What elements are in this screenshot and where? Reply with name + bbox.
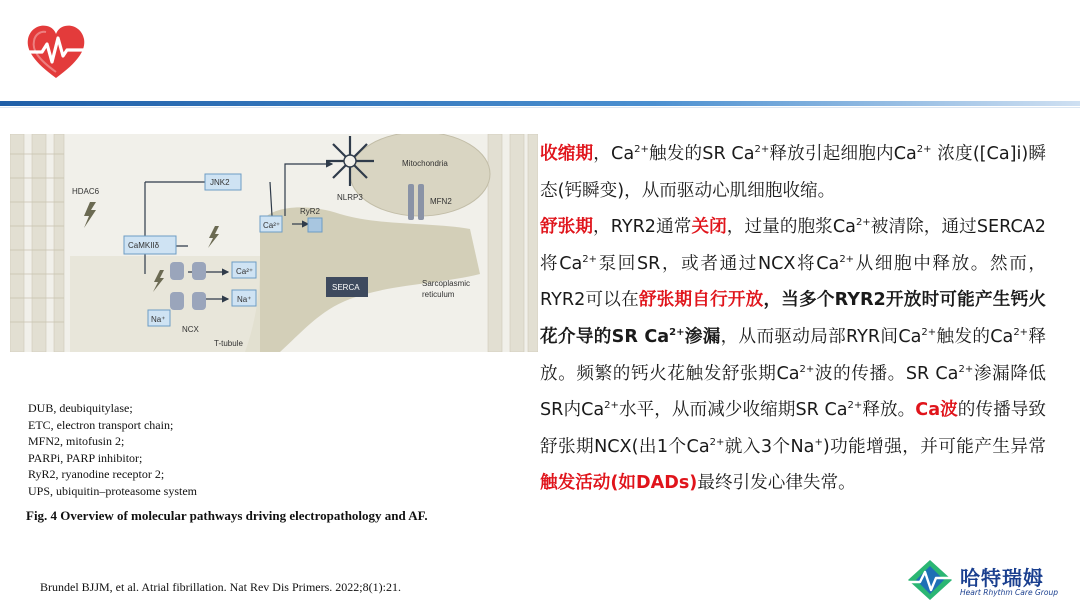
legend-item: MFN2, mitofusin 2; xyxy=(28,434,125,449)
label-ncx: NCX xyxy=(182,325,199,334)
brand-name: 哈特瑞姆 xyxy=(960,566,1044,590)
brand-subtitle: Heart Rhythm Care Group xyxy=(960,588,1058,597)
abbreviation-legend xyxy=(28,400,518,500)
body-text xyxy=(540,136,1046,502)
label-ca-ryr: Ca²⁺ xyxy=(263,221,281,230)
legend-item: RyR2, ryanodine receptor 2; xyxy=(28,467,165,482)
label-ryr2: RyR2 xyxy=(300,207,321,216)
label-nlrp3: NLRP3 xyxy=(337,193,363,202)
figure-caption: Fig. 4 Overview of molecular pathways driving electropathology and AF. xyxy=(26,508,428,523)
label-sr-line1: Sarcoplasmic xyxy=(422,279,471,288)
legend-item: ETC, electron transport chain; xyxy=(28,417,174,432)
label-serca: SERCA xyxy=(332,283,360,292)
legend-item: DUB, deubiquitylase; xyxy=(28,401,133,415)
header-rule xyxy=(0,101,1080,106)
label-mitochondria: Mitochondria xyxy=(402,159,448,168)
label-ca-channel: Ca²⁺ xyxy=(236,267,254,276)
citation: Brundel BJJM, et al. Atrial fibrillation. Nat Rev Dis Primers. 2022;8(1):21. xyxy=(40,580,401,594)
pathway-figure xyxy=(10,134,538,352)
label-na-channel: Na⁺ xyxy=(237,295,252,304)
label-na-ncx: Na⁺ xyxy=(151,315,166,324)
legend-item: UPS, ubiquitin–proteasome system xyxy=(28,483,197,498)
myofibril-left xyxy=(10,134,64,352)
myofibril-right xyxy=(488,134,538,352)
header-rule-thin xyxy=(0,107,1080,108)
label-sr-line2: reticulum xyxy=(422,290,455,299)
label-t-tubule: T-tubule xyxy=(214,339,243,348)
label-camkii: CaMKIIδ xyxy=(128,241,160,250)
label-jnk2: JNK2 xyxy=(210,178,230,187)
paragraph-systole: 收缩期，$Ca^{2+}$触发的SR $Ca^{2+}$释放引起细胞内$Ca^{2+}$ 浓度([Ca]i)瞬态(钙瞬变)，从而驱动心肌细胞收缩。 xyxy=(540,144,1046,201)
pathway-diagram xyxy=(10,134,538,352)
label-mfn2: MFN2 xyxy=(430,197,452,206)
legend-item: PARPi, PARP inhibitor; xyxy=(28,450,143,465)
paragraph-diastole: 舒张期，RYR2通常关闭，过量的胞浆$Ca^{2+}$被清除，通过SERCA2将$Ca^{2+}$泵回SR，或者通过NCX将$Ca^{2+}$从细胞中释放。然而，RYR2可以在舒张期自行开放，当多个RYR2开放时可能产生钙火花介导的SR $Ca^{2+}$渗漏，从而驱动局部RYR间$Ca^{2+}$触发的$Ca^{2+}$释放。频繁的钙火花触发舒张期$Ca^{2+}$波的传播。SR $Ca^{2+}$渗漏降低SR内$Ca^{2+}$水平，从而减少收缩期SR $Ca^{2+}$释放。Ca波的传播导致舒张期NCX(出1个$Ca^{2+}$就入3个Na+)功能增强，并可能产生异常触发活动(如DADs)最终引发心律失常。 xyxy=(540,217,1046,494)
heart-logo-icon xyxy=(24,22,88,82)
label-hdac6: HDAC6 xyxy=(72,187,100,196)
